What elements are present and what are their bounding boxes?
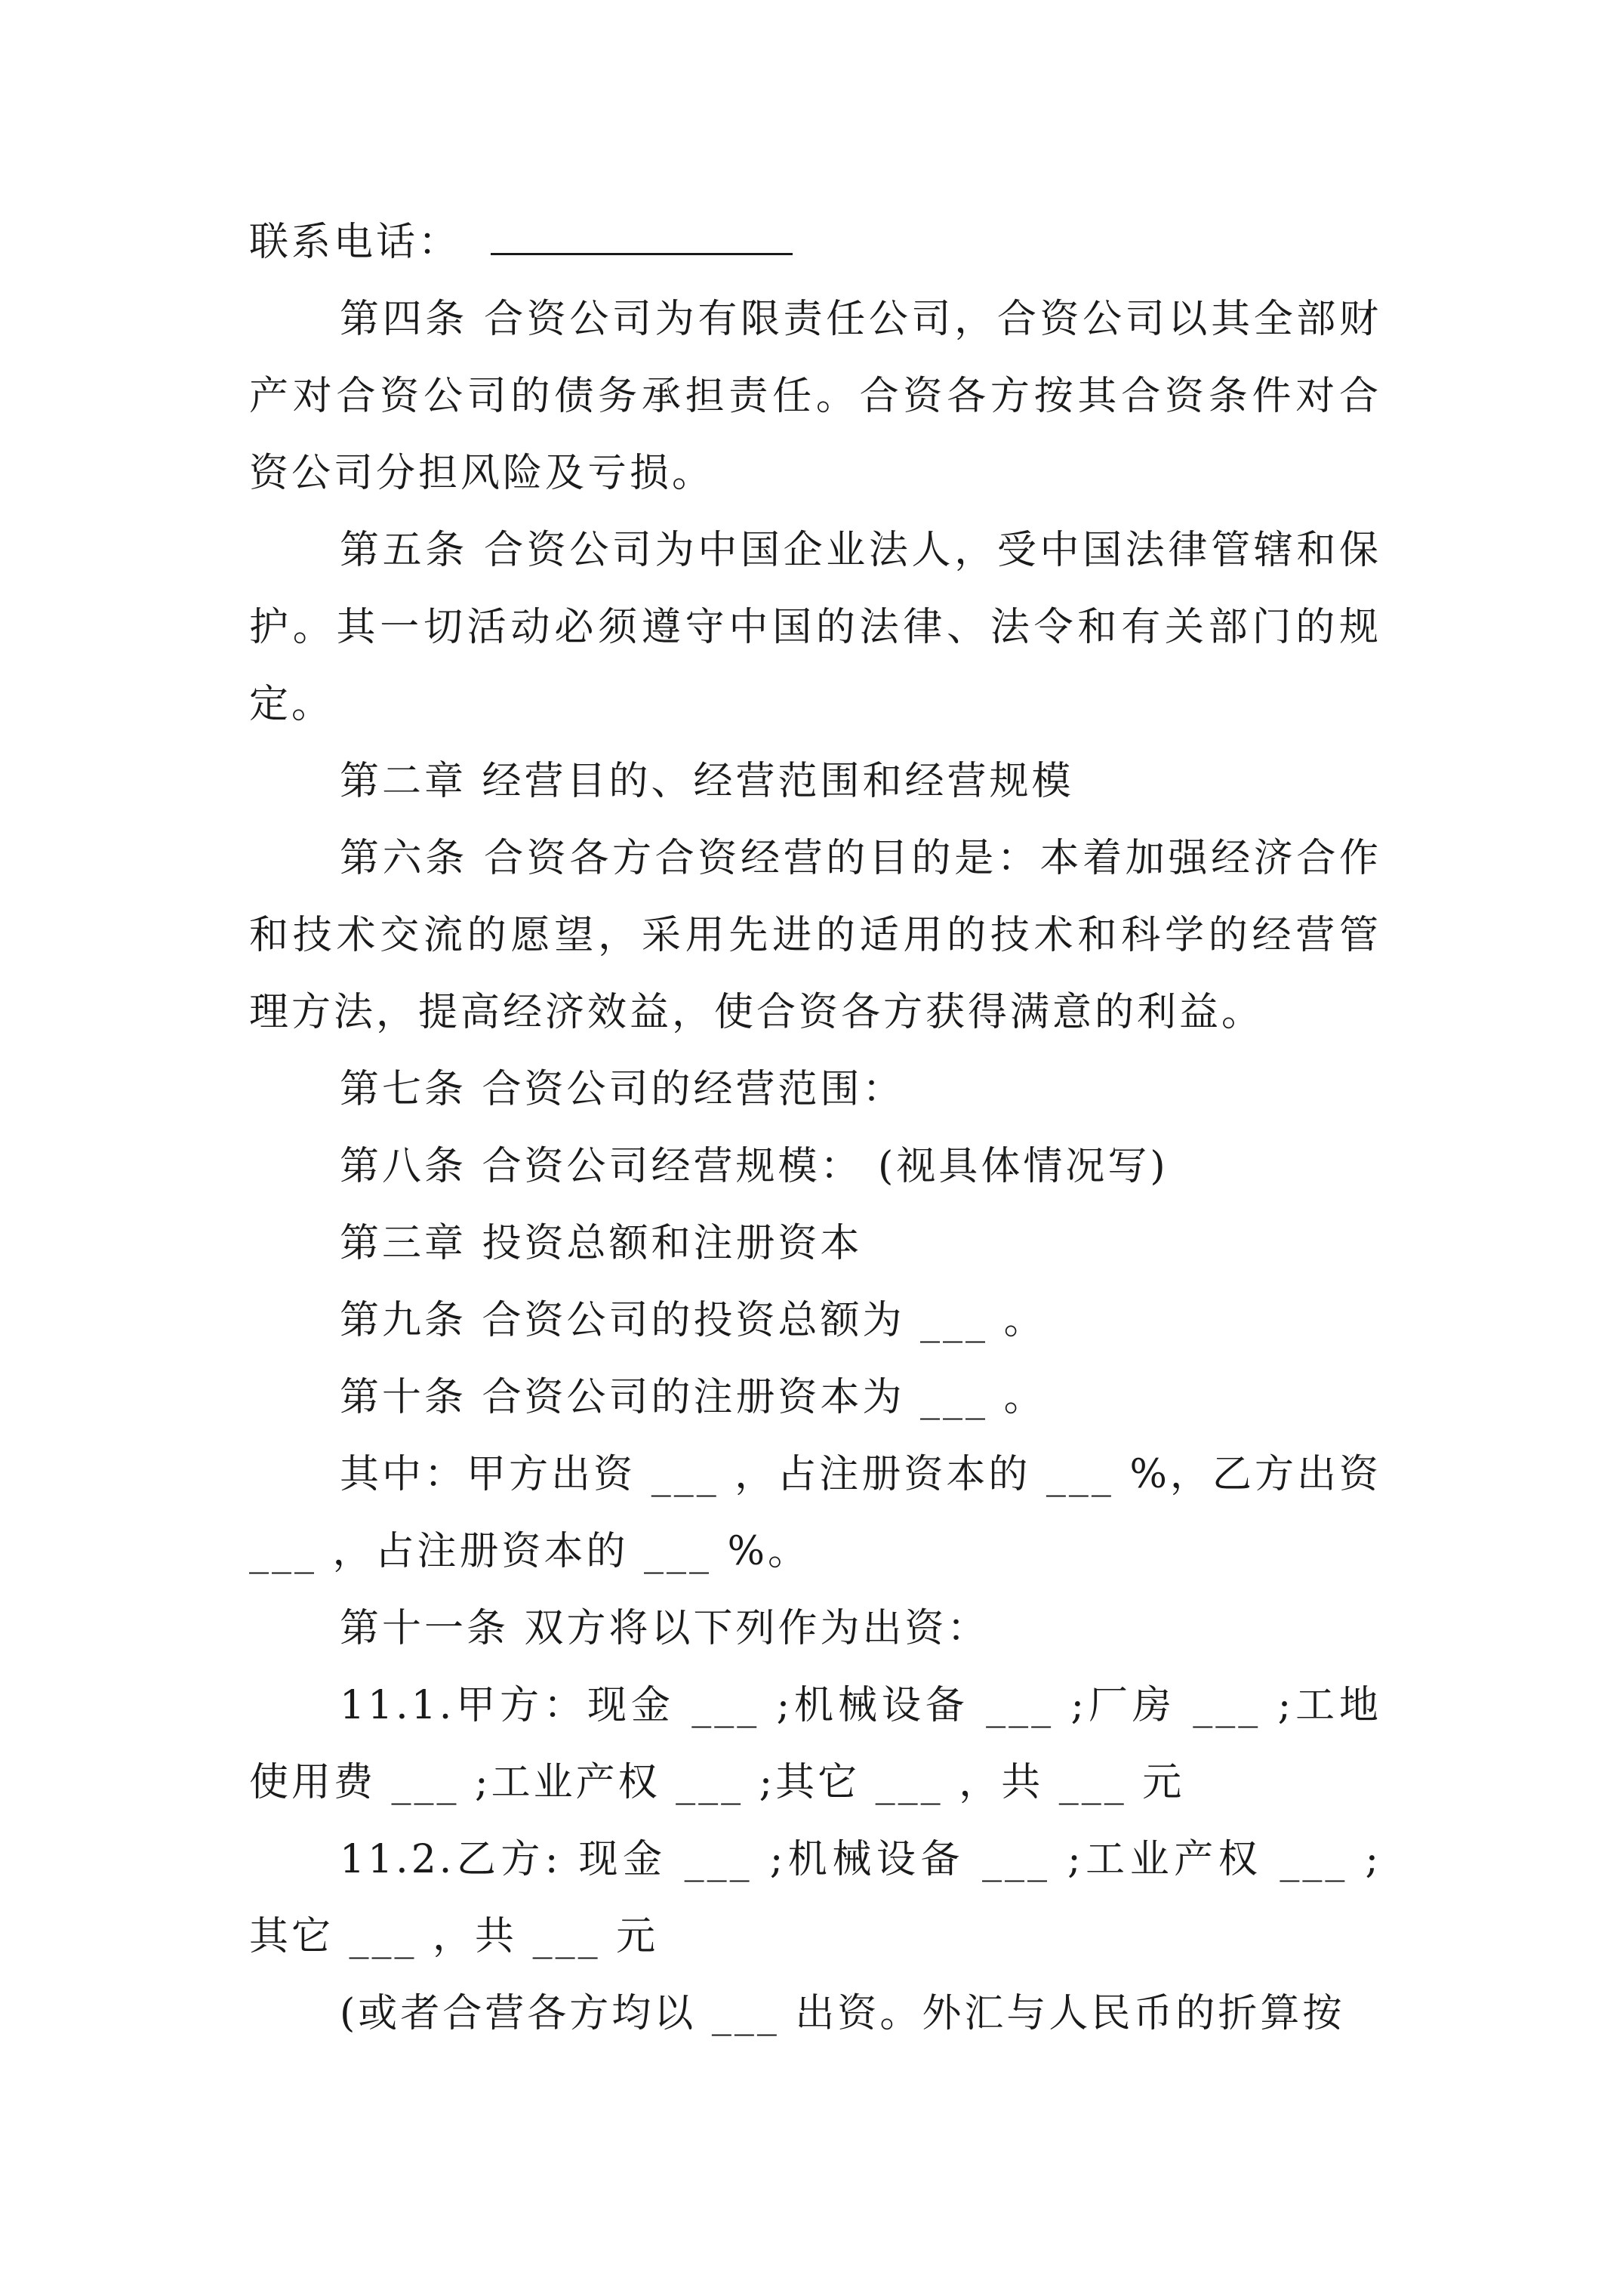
article-8: 第八条 合资公司经营规模： (视具体情况写) [340,1144,1169,1189]
exchange-note: (或者合营各方均以 ___ 出资。外汇与人民币的折算按 [340,1991,1345,2036]
article-11-2: 11.2.乙方: 现金 ___ ;机械设备 ___ ;工业产权 ___ ;其它 ___ ，共 ___ 元 [249,1837,1381,1959]
article-4: 第四条 合资公司为有限责任公司，合资公司以其全部财产对合资公司的债务承担责任。合资各方按其合资条件对合资公司分担风险及亏损。 [249,297,1381,496]
article-11: 第十一条 双方将以下列作为出资： [340,1606,990,1651]
article-9: 第九条 合资公司的投资总额为 ___ 。 [340,1298,1046,1343]
contact-blank [491,214,793,255]
contact-line [249,204,1381,281]
capital-split: 其中：甲方出资 ___ ，占注册资本的 ___ %，乙方出资___ ，占注册资本的 ___ %。 [249,1452,1381,1574]
article-10: 第十条 合资公司的注册资本为 ___ 。 [340,1375,1046,1420]
document-body [249,204,1381,2052]
article-6: 第六条 合资各方合资经营的目的是：本着加强经济合作和技术交流的愿望，采用先进的适用的技术和科学的经营管理方法，提高经济效益，使合资各方获得满意的利益。 [249,836,1381,1035]
article-5: 第五条 合资公司为中国企业法人，受中国法律管辖和保护。其一切活动必须遵守中国的法律、法令和有关部门的规定。 [249,528,1381,727]
article-7: 第七条 合资公司的经营范围： [340,1067,905,1112]
chapter-2-heading: 第二章 经营目的、经营范围和经营规模 [340,759,1074,804]
article-11-1: 11.1.甲方：现金 ___ ;机械设备 ___ ;厂房 ___ ;工地使用费 ___ ;工业产权 ___ ;其它 ___ ，共 ___ 元 [249,1683,1381,1805]
contact-label: 联系电话： [249,220,461,265]
chapter-3-heading: 第三章 投资总额和注册资本 [340,1221,863,1266]
